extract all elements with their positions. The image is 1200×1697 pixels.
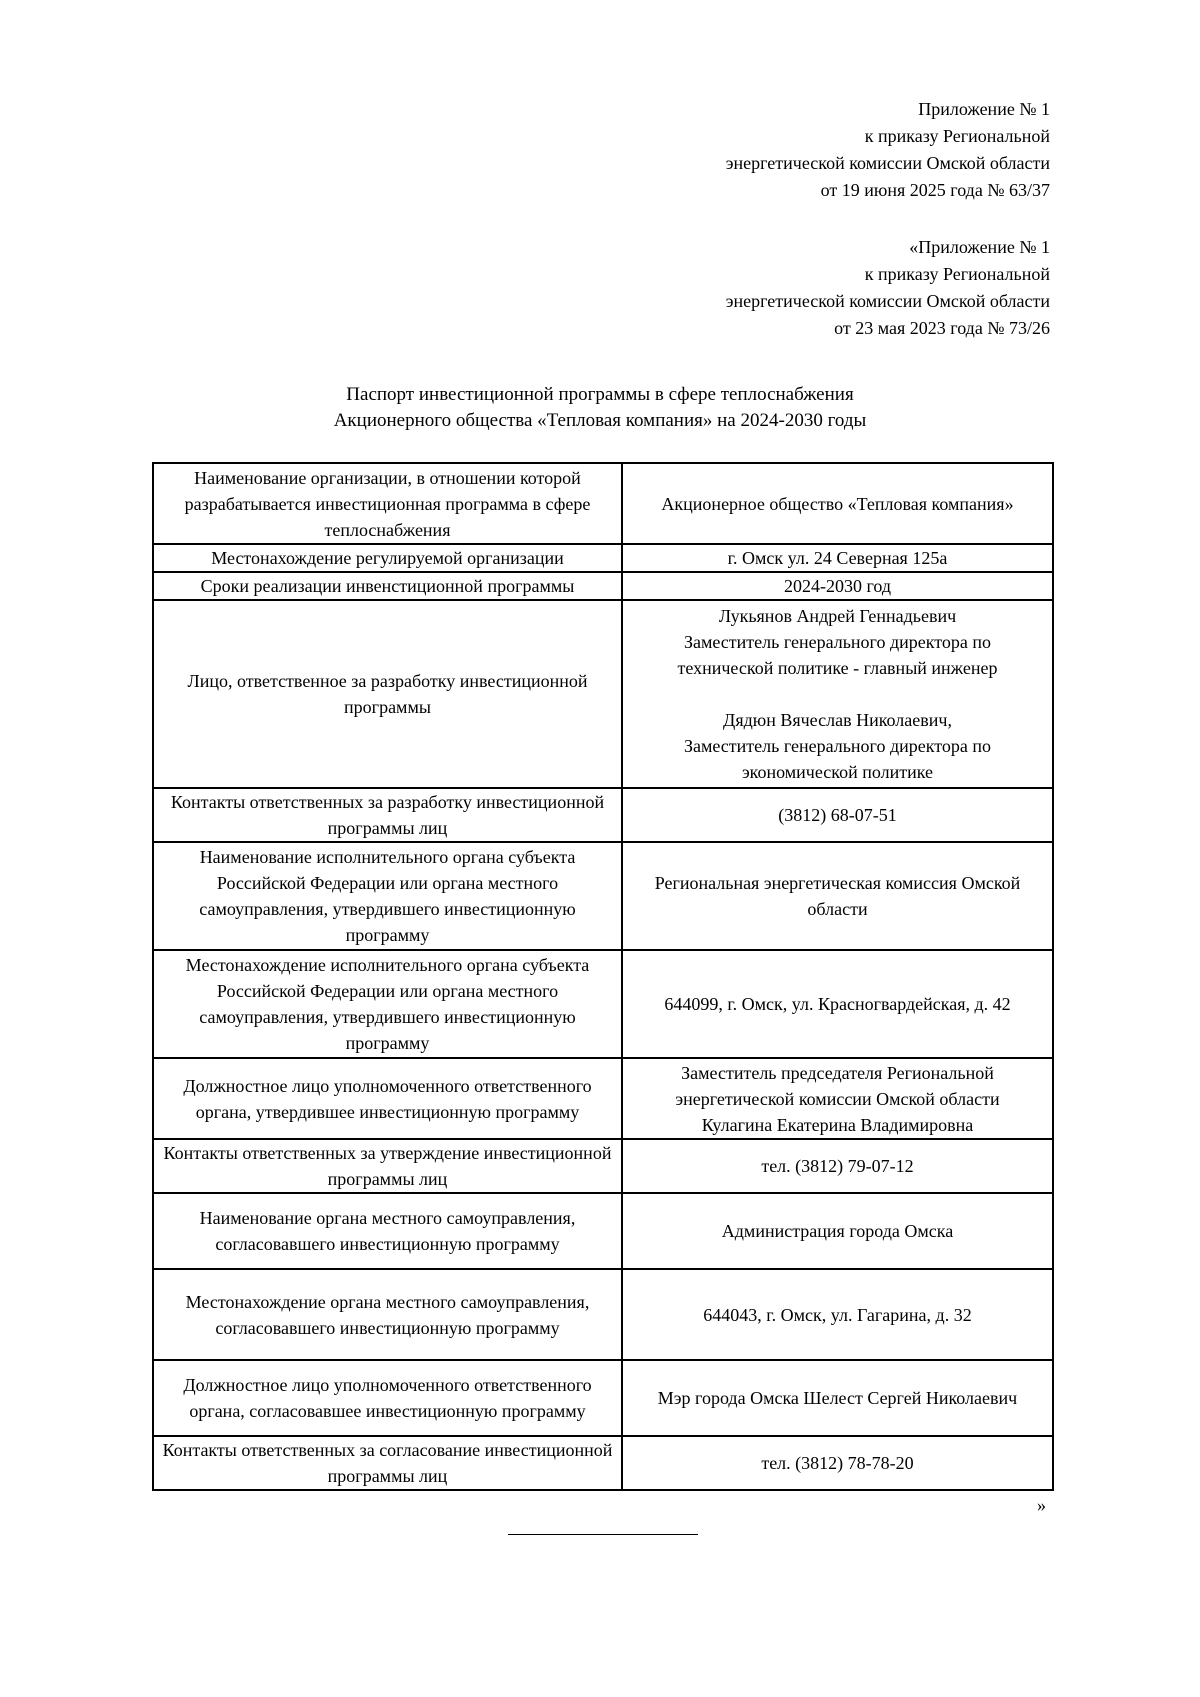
- row-value: тел. (3812) 78-78-20: [622, 1436, 1053, 1490]
- passport-table: [152, 462, 1054, 1491]
- separator-line: [508, 1534, 698, 1535]
- row-label: Местонахождение исполнительного органа субъекта Российской Федерации или органа местного самоуправления, утвердившего инвестиционную программу: [153, 950, 622, 1058]
- table-row: [153, 1436, 1053, 1490]
- appendix-current-line: энергетической комиссии Омской области: [725, 153, 1050, 173]
- table-row: [153, 544, 1053, 572]
- appendix-original-line: энергетической комиссии Омской области: [725, 291, 1050, 311]
- row-value: Акционерное общество «Тепловая компания»: [622, 463, 1053, 544]
- row-value: г. Омск ул. 24 Северная 125а: [622, 544, 1053, 572]
- row-label: Сроки реализации инвенстиционной программы: [153, 572, 622, 600]
- appendix-original-line: к приказу Региональной: [864, 264, 1050, 284]
- row-value: [622, 600, 1053, 788]
- appendix-original-line: «Приложение № 1: [909, 237, 1050, 257]
- official-line: энергетической комиссии Омской области: [675, 1088, 1000, 1109]
- appendix-original-header: [726, 234, 1050, 342]
- official-line: Заместитель председателя Региональной: [681, 1062, 994, 1083]
- table-row: [153, 1360, 1053, 1436]
- row-label: Контакты ответственных за утверждение инвестиционной программы лиц: [153, 1139, 622, 1193]
- responsible-person-line: Лукьянов Андрей Геннадьевич: [718, 606, 957, 626]
- responsible-person-line: Заместитель генерального директора по: [683, 736, 992, 756]
- appendix-original-line: от 23 мая 2023 года № 73/26: [834, 318, 1050, 338]
- table-row: [153, 463, 1053, 544]
- table-row: [153, 1139, 1053, 1193]
- table-row: [153, 1193, 1053, 1269]
- row-label: Местонахождение органа местного самоуправления, согласовавшего инвестиционную программу: [153, 1269, 622, 1360]
- document-title-line-2: Акционерного общества «Тепловая компания» на 2024-2030 годы: [333, 410, 867, 431]
- row-label: Лицо, ответственное за разработку инвестиционной программы: [153, 600, 622, 788]
- table-row: [153, 950, 1053, 1058]
- row-value: тел. (3812) 79-07-12: [622, 1139, 1053, 1193]
- table-row: [153, 788, 1053, 842]
- row-label: Местонахождение регулируемой организации: [153, 544, 622, 572]
- table-row: [153, 572, 1053, 600]
- spacer: [626, 681, 1049, 707]
- row-value: 644043, г. Омск, ул. Гагарина, д. 32: [622, 1269, 1053, 1360]
- responsible-person-line: технической политике - главный инженер: [677, 658, 998, 678]
- row-label: Должностное лицо уполномоченного ответственного органа, утвердившее инвестиционную программу: [153, 1058, 622, 1139]
- appendix-current-line: от 19 июня 2025 года № 63/37: [820, 180, 1050, 200]
- responsible-person-line: Дядюн Вячеслав Николаевич,: [723, 710, 952, 730]
- row-value: [622, 1058, 1053, 1139]
- appendix-current-line: к приказу Региональной: [864, 126, 1050, 146]
- table-row: [153, 1269, 1053, 1360]
- row-label: Наименование исполнительного органа субъекта Российской Федерации или органа местного самоуправления, утвердившего инвестиционную программу: [153, 842, 622, 950]
- closing-quote: »: [1037, 1495, 1046, 1515]
- appendix-current-line: Приложение № 1: [918, 99, 1050, 119]
- row-label: Должностное лицо уполномоченного ответственного органа, согласовавшее инвестиционную программу: [153, 1360, 622, 1436]
- row-label: Контакты ответственных за разработку инвестиционной программы лиц: [153, 788, 622, 842]
- row-label: Наименование организации, в отношении которой разрабатывается инвестиционная программа в сфере теплоснабжения: [153, 463, 622, 544]
- table-row: [153, 600, 1053, 788]
- table-row: [153, 842, 1053, 950]
- document-title: [0, 382, 1200, 434]
- row-value: 644099, г. Омск, ул. Красногвардейская, д. 42: [622, 950, 1053, 1058]
- responsible-person-line: Заместитель генерального директора по: [683, 632, 992, 652]
- row-value: 2024-2030 год: [622, 572, 1053, 600]
- table-row: [153, 1058, 1053, 1139]
- official-line: Кулагина Екатерина Владимировна: [701, 1114, 974, 1135]
- responsible-person-line: экономической политике: [741, 762, 934, 782]
- appendix-current-header: [726, 96, 1050, 204]
- row-label: Контакты ответственных за согласование инвестиционной программы лиц: [153, 1436, 622, 1490]
- row-value: Администрация города Омска: [622, 1193, 1053, 1269]
- row-value: (3812) 68-07-51: [622, 788, 1053, 842]
- row-value: Мэр города Омска Шелест Сергей Николаевич: [622, 1360, 1053, 1436]
- row-value: Региональная энергетическая комиссия Омской области: [622, 842, 1053, 950]
- row-label: Наименование органа местного самоуправления, согласовавшего инвестиционную программу: [153, 1193, 622, 1269]
- document-title-line-1: Паспорт инвестиционной программы в сфере теплоснабжения: [346, 384, 854, 405]
